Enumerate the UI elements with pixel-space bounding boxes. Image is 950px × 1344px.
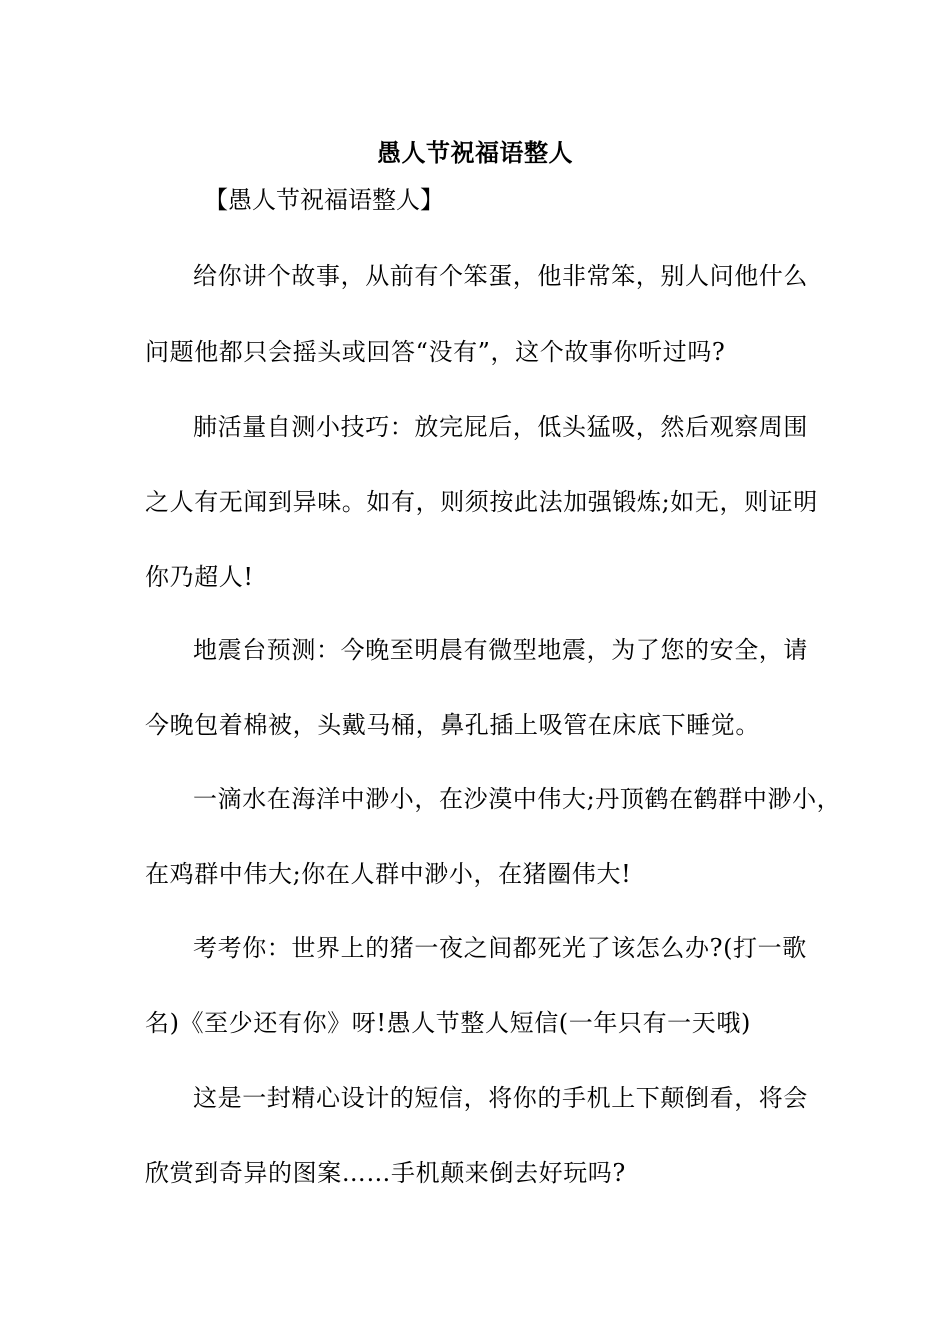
paragraph-line: 地震台预测：今晚至明晨有微型地震，为了您的安全，请 xyxy=(193,636,808,664)
paragraph-line: 肺活量自测小技巧：放完屁后，低头猛吸，然后观察周围 xyxy=(193,413,808,441)
paragraph-line: 名)《至少还有你》呀!愚人节整人短信(一年只有一天哦) xyxy=(145,1009,751,1037)
paragraph-line: 一滴水在海洋中渺小，在沙漠中伟大;丹顶鹤在鹤群中渺小， xyxy=(193,785,842,813)
document-title: 愚人节祝福语整人 xyxy=(377,138,573,167)
paragraph-line: 之人有无闻到异味。如有，则须按此法加强锻炼;如无，则证明 xyxy=(145,488,818,516)
paragraph-line: 问题他都只会摇头或回答“没有”，这个故事你听过吗? xyxy=(145,338,726,366)
paragraph-line: 今晚包着棉被，头戴马桶，鼻孔插上吸管在床底下睡觉。 xyxy=(145,711,760,739)
document-subtitle: 【愚人节祝福语整人】 xyxy=(204,186,444,214)
paragraph-line: 你乃超人! xyxy=(145,563,254,591)
paragraph-line: 在鸡群中伟大;你在人群中渺小，在猪圈伟大! xyxy=(145,860,632,888)
paragraph-line: 给你讲个故事，从前有个笨蛋，他非常笨，别人问他什么 xyxy=(193,262,808,290)
paragraph-line: 考考你：世界上的猪一夜之间都死光了该怎么办?(打一歌 xyxy=(193,934,807,962)
paragraph-line: 欣赏到奇异的图案……手机颠来倒去好玩吗? xyxy=(145,1159,626,1187)
paragraph-line: 这是一封精心设计的短信，将你的手机上下颠倒看，将会 xyxy=(193,1084,808,1112)
